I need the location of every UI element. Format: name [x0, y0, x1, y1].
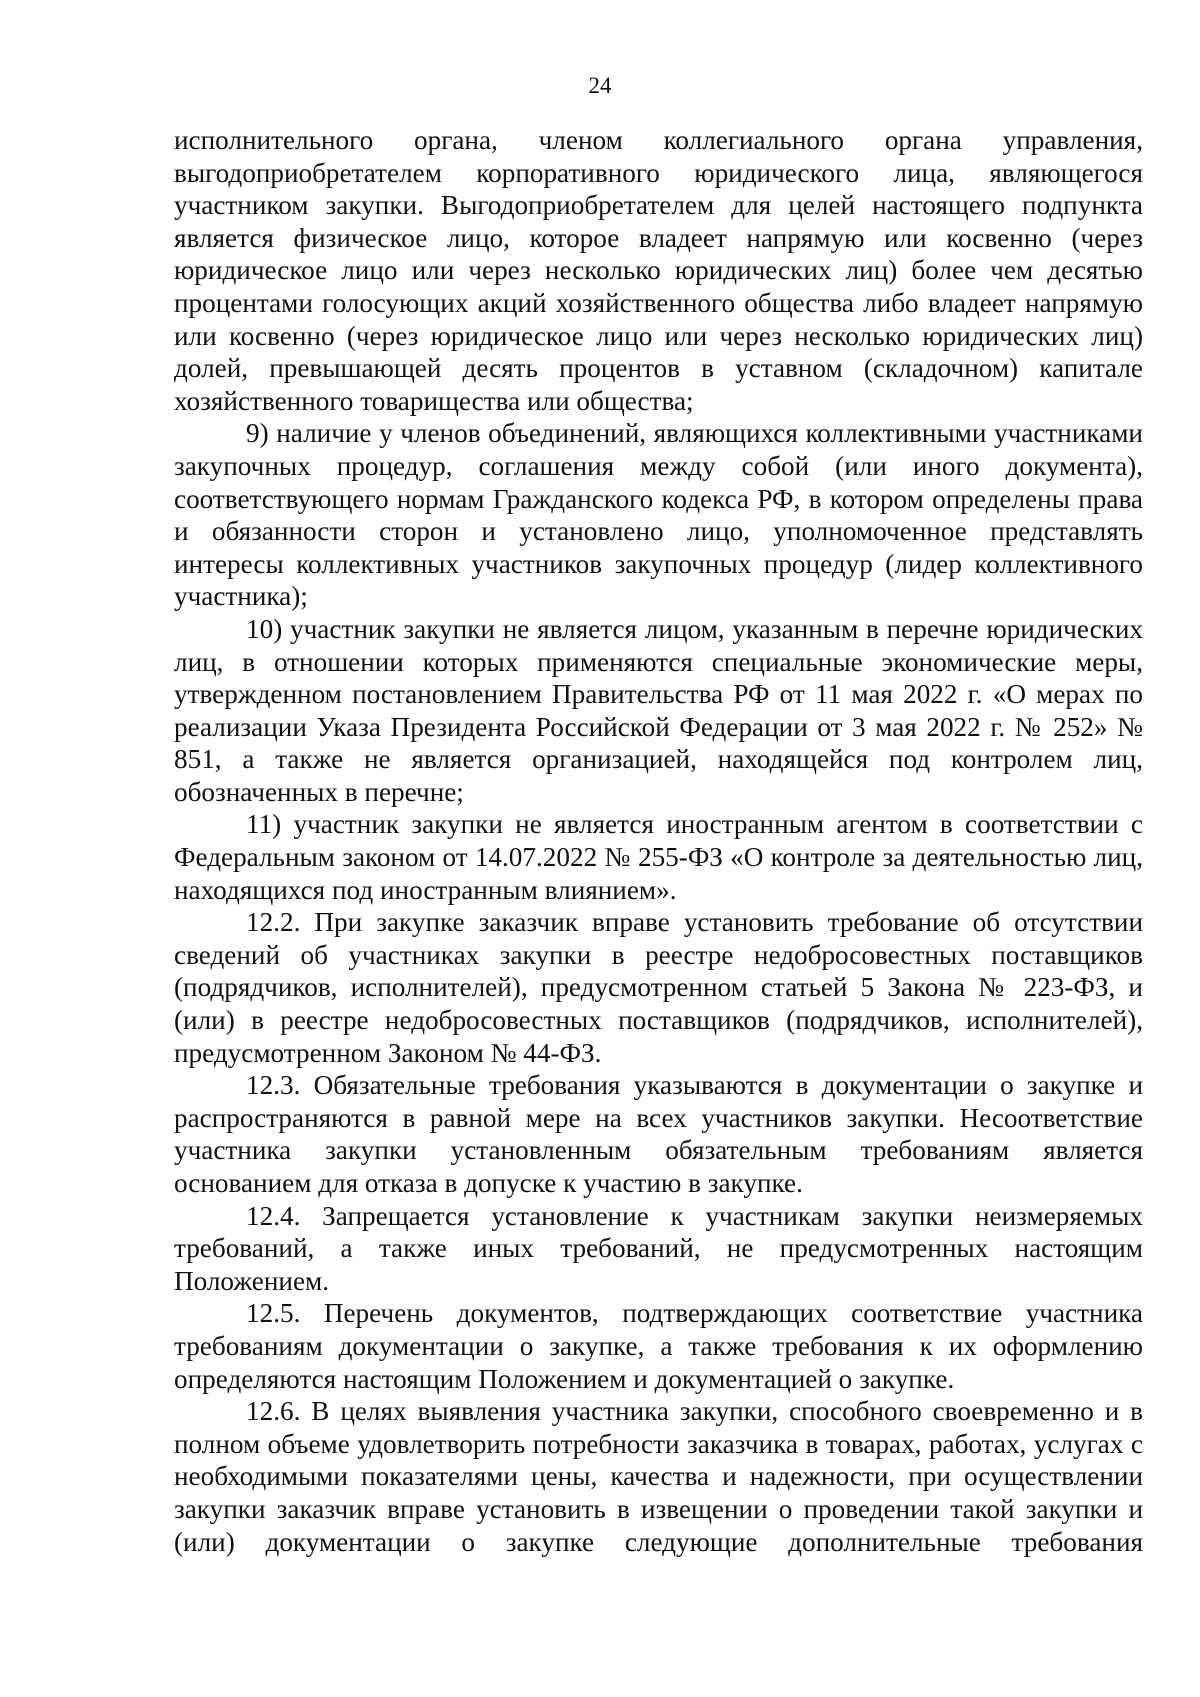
paragraph-12-4: 12.4. Запрещается установление к участникам закупки неизмеряемых требований, а также иных требований, не предусмотренных настоящим Положением. [174, 1200, 1143, 1296]
paragraph-item-9: 9) наличие у членов объединений, являющихся коллективными участниками закупочных процедур, соглашения между собой (или иного документа), соответствующего нормам Гражданского кодекса РФ, в котором определены права и обязанности сторон и установлено лицо, уполномоченное представлять интересы коллективных участников закупочных процедур (лидер коллективного участника); [174, 418, 1143, 612]
paragraph-12-2: 12.2. При закупке заказчик вправе установить требование об отсутствии сведений об участниках закупки в реестре недобросовестных поставщиков (подрядчиков, исполнителей), предусмотренном статьей 5 Закона № 223-ФЗ, и (или) в реестре недобросовестных поставщиков (подрядчиков, исполнителей), предусмотренном Законом № 44-ФЗ. [174, 907, 1143, 1068]
paragraph-continuation: исполнительного органа, членом коллегиального органа управления, выгодоприобретателем корпоративного юридического лица, являющегося участником закупки. Выгодоприобретателем для целей настоящего подпункта является физическое лицо, которое владеет напрямую или косвенно (через юридическое лицо или через несколько юридических лиц) более чем десятью процентами голосующих акций хозяйственного общества либо владеет напрямую или косвенно (через юридическое лицо или через несколько юридических лиц) долей, превышающей десять процентов в уставном (складочном) капитале хозяйственного товарищества или общества; [174, 125, 1143, 416]
paragraph-12-6: 12.6. В целях выявления участника закупки, способного своевременно и в полном объеме удовлетворить потребности заказчика в товарах, работах, услугах с необходимыми показателями цены, качества и надежности, при осуществлении закупки заказчик вправе установить в извещении о проведении такой закупки и (или) документации о закупке следующие дополнительные требования [174, 1396, 1143, 1557]
paragraph-12-3: 12.3. Обязательные требования указываются в документации о закупке и распространяются в равной мере на всех участников закупки. Несоответствие участника закупки установленным обязательным требованиям является основанием для отказа в допуске к участию в закупке. [174, 1070, 1143, 1198]
paragraph-12-5: 12.5. Перечень документов, подтверждающих соответствие участника требованиям документации о закупке, а также требования к их оформлению определяются настоящим Положением и документацией о закупке. [174, 1298, 1143, 1394]
paragraph-item-11: 11) участник закупки не является иностранным агентом в соответствии с Федеральным законом от 14.07.2022 № 255-ФЗ «О контроле за деятельностью лиц, находящихся под иностранным влиянием». [174, 809, 1143, 905]
document-body [174, 124, 1143, 1558]
page-number: 24 [588, 73, 612, 98]
paragraph-item-10: 10) участник закупки не является лицом, указанным в перечне юридических лиц, в отношении которых применяются специальные экономические меры, утвержденном постановлением Правительства РФ от 11 мая 2022 г. «О мерах по реализации Указа Президента Российской Федерации от 3 мая 2022 г. № 252» № 851, а также не является организацией, находящейся под контролем лиц, обозначенных в перечне; [174, 613, 1143, 807]
